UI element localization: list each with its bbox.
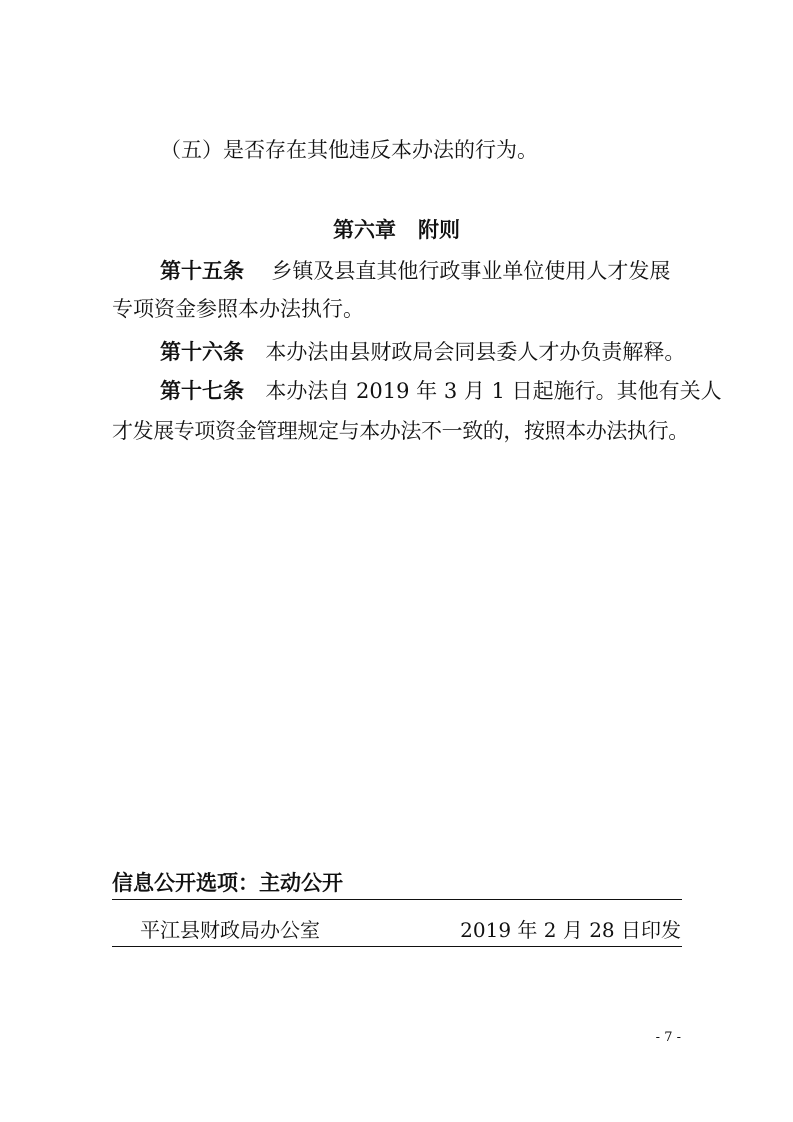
article-15-title: 第十五条	[160, 259, 244, 283]
article-15-first-line	[160, 256, 682, 286]
chapter-heading	[0, 215, 793, 245]
issuer-office: 平江县财政局办公室	[140, 918, 320, 942]
article-17-text-line1: 本办法自 2019 年 3 月 1 日起施行。其他有关人	[265, 379, 722, 403]
article-16-line	[160, 337, 686, 367]
print-date: 2019 年 2 月 28 日印发	[460, 918, 681, 942]
item-five-text: （五）是否存在其他违反本办法的行为。	[160, 138, 538, 162]
article-16-title: 第十六条	[160, 340, 244, 364]
footer-top-rule	[112, 899, 682, 900]
article-15-text-line1: 乡镇及县直其他行政事业单位使用人才发展	[271, 259, 671, 283]
article-17-second-line: 才发展专项资金管理规定与本办法不一致的，按照本办法执行。	[112, 419, 689, 443]
article-17-first-line	[160, 376, 722, 406]
chapter-subtitle: 附则	[418, 218, 460, 242]
page-number: - 7 -	[655, 1030, 681, 1045]
disclosure-option: 信息公开选项：主动公开	[112, 871, 343, 895]
article-16-text: 本办法由县财政局会同县委人才办负责解释。	[265, 340, 686, 364]
footer-bottom-rule	[112, 946, 682, 947]
chapter-title: 第六章	[333, 218, 396, 242]
article-15-second-line: 专项资金参照本办法执行。	[112, 297, 364, 321]
article-17-title: 第十七条	[160, 379, 244, 403]
